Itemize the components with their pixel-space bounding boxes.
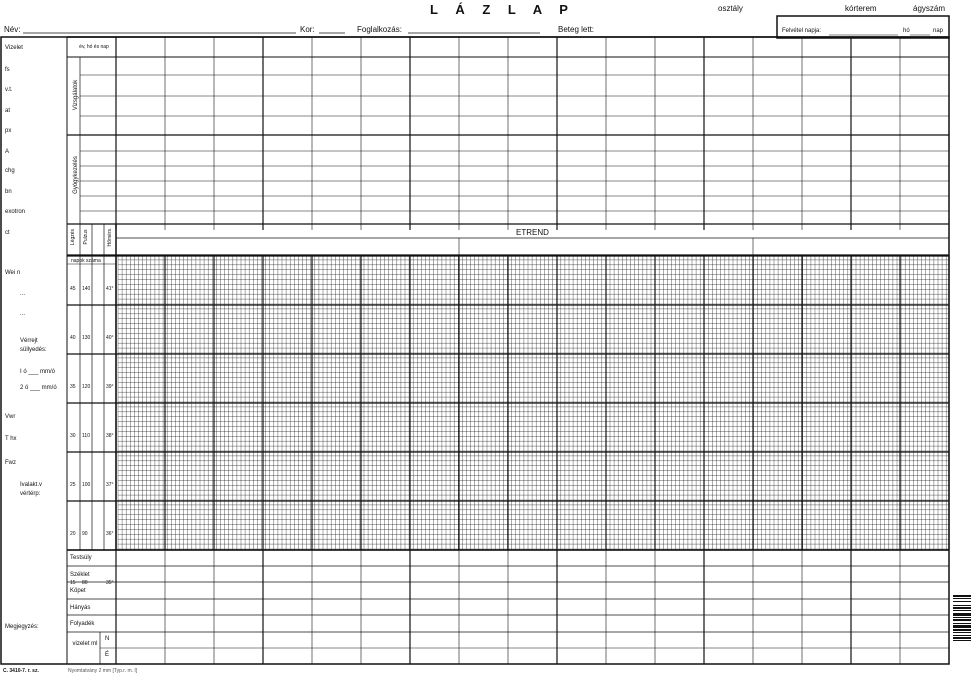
- vwr-label: Vwr: [5, 414, 16, 420]
- barcode-bar: [953, 625, 971, 628]
- etrend-label: ETREND: [516, 228, 549, 237]
- barcode-bar: [953, 619, 971, 621]
- scale-hom-value: 40°: [106, 335, 114, 341]
- scale-hom-value: 39°: [106, 384, 114, 390]
- scale-hom-value: 38°: [106, 433, 114, 439]
- vt-label: v.t.: [5, 87, 13, 93]
- e-label: É: [105, 652, 110, 658]
- scale-pulzus-value: 130: [82, 335, 91, 341]
- napok-szama-label: napok száma: [71, 258, 101, 264]
- form-code: C. 3410-7. r. sz.: [3, 668, 39, 674]
- ivalakt-label: Ivalakt.v vértérp:: [20, 482, 43, 497]
- bn-label: bn: [5, 189, 12, 195]
- ev-ho-nap-label: év, hó és nap: [79, 44, 109, 50]
- printer-note: Nyomtatvány 2 mm [Typ.r. m. I]: [68, 668, 138, 674]
- szeklet-label: Széklet: [70, 572, 90, 578]
- folyadek-label: Folyadék: [70, 621, 95, 627]
- barcode-bar: [953, 629, 971, 631]
- foglalkozas-label: Foglalkozás:: [357, 25, 402, 34]
- barcode-bar: [953, 617, 971, 618]
- kopet-label: Köpet: [70, 588, 86, 594]
- io-mmp-label: I ó ___ mm/ó: [20, 369, 56, 375]
- hanyas-label: Hányás: [70, 605, 91, 611]
- korterem-label: kórterem: [845, 4, 877, 13]
- kor-label: Kor:: [300, 25, 315, 34]
- iio-mmp-label: 2 ó ___ mm/ó: [20, 385, 57, 391]
- scale-hom-value: 37°: [106, 482, 114, 488]
- n-label: N: [105, 636, 110, 642]
- a-label: A: [5, 149, 10, 155]
- at-label: at: [5, 108, 11, 114]
- felvetel-label: Felvétel napja:: [782, 28, 822, 34]
- scale-pulzus-value: 110: [82, 433, 90, 439]
- scale-legzes-value: 30: [70, 433, 76, 439]
- page-title: L Á Z L A P: [430, 2, 575, 17]
- barcode-bar: [953, 595, 971, 597]
- scale-pulzus-value: 140: [82, 286, 91, 292]
- ct-label: ct: [5, 230, 10, 236]
- beteg-lett-label: Beteg lett:: [558, 25, 595, 34]
- barcode-bar: [953, 613, 971, 616]
- barcode-bar: [953, 598, 971, 599]
- weite-label: Wei n: [5, 270, 21, 276]
- homerseklet-label: Hőmérs.: [107, 227, 113, 247]
- barcode-bar: [953, 640, 971, 641]
- agyszam-label: ágyszám: [913, 4, 946, 13]
- osztaly-label: osztály: [718, 4, 743, 13]
- barcode-bar: [953, 601, 971, 602]
- fwz-label: Fwz: [5, 460, 16, 466]
- nev-label: Név:: [4, 25, 21, 34]
- scale-legzes-value: 45: [70, 286, 76, 292]
- megjegyzes-label: Megjegyzés:: [5, 624, 39, 630]
- scale-hom-value: 41°: [106, 286, 114, 292]
- scale-legzes-value: 25: [70, 482, 76, 488]
- testsuly-label: Testsúly: [70, 555, 92, 561]
- scale-legzes-value: 35: [70, 384, 76, 390]
- pulzus-label: Pulzus: [83, 229, 89, 245]
- barcode-bar: [953, 610, 971, 611]
- fs-label: fs: [5, 67, 10, 73]
- scale-hom-value: 35°: [106, 580, 114, 586]
- scale-pulzus-value: 80: [82, 580, 88, 586]
- thx-label: T hx: [5, 436, 17, 442]
- vizsgalatok-label: Vizsgálatok: [73, 79, 79, 111]
- barcode: [953, 595, 971, 661]
- barcode-bar: [953, 623, 971, 624]
- chg-label: chg: [5, 168, 15, 174]
- scale-legzes-value: 20: [70, 531, 76, 537]
- scale-legzes-value: 15: [70, 580, 76, 586]
- scale-legzes-value: 40: [70, 335, 76, 341]
- barcode-bar: [953, 607, 971, 609]
- scale-pulzus-value: 120: [82, 384, 91, 390]
- dots-1: ...: [20, 291, 26, 297]
- barcode-bar: [953, 605, 971, 606]
- dots-2: ...: [20, 311, 26, 317]
- scale-pulzus-value: 90: [82, 531, 88, 537]
- ho-label: hó: [903, 28, 910, 34]
- barcode-bar: [953, 632, 971, 633]
- exotron-label: exotron: [5, 209, 26, 215]
- scale-hom-value: 36°: [106, 531, 114, 537]
- legzes-label: Légzés: [70, 228, 76, 246]
- px-label: px: [5, 128, 12, 134]
- scale-pulzus-value: 100: [82, 482, 91, 488]
- vizelet-label: Vizelet: [5, 45, 23, 51]
- gyogykezeles-label: Gyógykezelés: [73, 156, 79, 194]
- verrejt-label: Vérrejt süllyedés:: [20, 338, 47, 353]
- barcode-bar: [953, 635, 971, 636]
- nap-label: nap: [933, 28, 944, 34]
- vizelet-ml-label: vizelet ml: [72, 641, 98, 647]
- barcode-bar: [953, 637, 971, 639]
